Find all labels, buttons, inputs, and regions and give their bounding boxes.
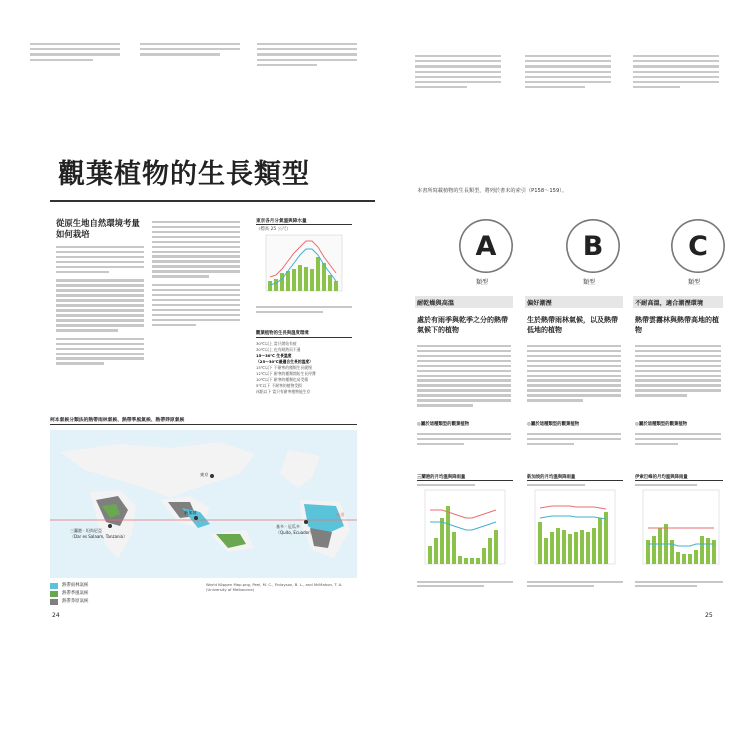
type-a-heading: 處於有雨季與乾季之分的熱帶氣候下的植物 xyxy=(417,316,508,334)
type-a-band-label: 耐乾燥與高溫 xyxy=(417,300,455,307)
type-a-plants-label: ◎屬於這種類型的觀葉植物 xyxy=(417,422,470,427)
map-label-singapore: 新加坡 xyxy=(184,510,197,515)
climate-chart-c-svg xyxy=(635,488,723,574)
type-c-band-label: 不耐高溫，適合潮溼環境 xyxy=(635,300,704,307)
climate-chart-b xyxy=(527,474,623,590)
page-number-right: 25 xyxy=(705,612,713,619)
legend-label: 熱帶莽原氣候 xyxy=(62,599,89,604)
map-credit: World Köppen Map.png, Peel, M. C., Finlayson, B. L., and McMahon, T. A. (University of Melbourne) xyxy=(206,582,343,592)
left-column-1 xyxy=(56,218,144,367)
climate-line: 30℃以上 當只開始有疲 xyxy=(256,341,297,346)
climate-line: 5℃以下 不耐寒的植物受損 xyxy=(256,383,302,388)
left-column-2 xyxy=(152,218,240,329)
tokyo-chart-svg xyxy=(256,233,352,299)
type-a-body xyxy=(417,342,511,409)
map-label-tokyo: 東京 xyxy=(200,472,209,477)
world-map xyxy=(50,430,357,578)
type-b-heading: 生於熱帶雨林氣候，以及熱帶低地的植物 xyxy=(527,316,618,334)
map-legend xyxy=(50,582,200,606)
map-label-quito: 基多 · 厄瓜多 （Quito, Ecuador） xyxy=(276,524,314,535)
type-b-band-label: 偏好潮溼 xyxy=(527,300,552,307)
left-column-heading: 從原生地自然環境考量如何栽培 xyxy=(56,218,140,239)
legend-swatch-rainforest xyxy=(50,583,58,589)
tokyo-chart-unit: （標高 25 公尺） xyxy=(256,227,291,232)
legend-swatch-monsoon xyxy=(50,591,58,597)
right-page xyxy=(375,12,728,738)
type-c-icon: C xyxy=(671,219,725,273)
type-b-icon: B xyxy=(566,219,620,273)
climate-chart-a xyxy=(417,474,513,590)
type-a-plants-list xyxy=(417,430,511,448)
climate-chart-c-header: 伊索巴峰的月均溫與降雨量 xyxy=(635,474,723,481)
type-b-label: 類型 xyxy=(583,279,596,286)
page-number-left: 24 xyxy=(52,612,60,619)
tokyo-chart xyxy=(256,218,352,316)
page-title: 觀葉植物的生長類型 xyxy=(58,159,310,190)
type-a-label: 類型 xyxy=(476,279,489,286)
climate-chart-a-header: 三蘭港的月均溫與降雨量 xyxy=(417,474,513,481)
climate-line: 30℃以上 也有耐熱而不通 xyxy=(256,347,301,352)
type-b-body xyxy=(527,342,621,404)
climate-line: （25〜30℃最適合生長的溫度） xyxy=(256,359,313,364)
type-c-label: 類型 xyxy=(688,279,701,286)
climate-line: 15〜30℃ 生長溫度 xyxy=(256,353,292,358)
map-header: 柯本氣候分類法的熱帶雨林氣候、熱帶季風氣候、熱帶莽原氣候 xyxy=(50,416,357,425)
climate-box xyxy=(256,330,352,395)
world-map-svg xyxy=(50,430,357,578)
title-rule xyxy=(50,200,375,202)
legend-swatch-savanna xyxy=(50,599,58,605)
type-b-plants-list xyxy=(527,430,621,448)
type-a-icon: A xyxy=(459,219,513,273)
climate-chart-b-svg xyxy=(527,488,623,574)
climate-box-lines xyxy=(256,341,352,395)
map-label-equator: 赤道 xyxy=(336,512,345,517)
type-b-plants-label: ◎屬於這種類型的觀葉植物 xyxy=(527,422,580,427)
climate-chart-c xyxy=(635,474,723,590)
climate-line: 12℃以下 耐寒的種類開始生長停滯 xyxy=(256,371,316,376)
legend-label: 熱帶季風氣候 xyxy=(62,591,89,596)
map-label-dar: 三蘭港 · 坦尚尼亞 （Dar es Salaam, Tanzania） xyxy=(70,528,128,539)
left-page xyxy=(22,12,375,738)
page-subtitle: 本書所寫載植物的生長類型，將列於書末的索引（P158〜159）。 xyxy=(417,188,568,194)
climate-box-header: 觀葉植物的生長與溫度環境 xyxy=(256,330,352,338)
book-spread xyxy=(22,12,728,738)
type-c-plants-label: ◎屬於這種類型的觀葉植物 xyxy=(635,422,688,427)
type-c-plants-list xyxy=(635,430,721,448)
left-page-top-text xyxy=(22,12,375,130)
climate-chart-b-header: 新加坡的月均溫與降雨量 xyxy=(527,474,623,481)
climate-line: 10℃以下 耐寒的種類也易受傷 xyxy=(256,377,309,382)
type-c-heading: 熱帶雲霧林與熱帶高地的植物 xyxy=(635,316,719,334)
climate-chart-a-svg xyxy=(417,488,513,574)
right-page-top-text xyxy=(375,12,728,130)
climate-line: 15℃以下 不耐寒的種類生長緩慢 xyxy=(256,365,312,370)
climate-line: 冰點以下 當只有耐寒植物能生存 xyxy=(256,389,311,394)
tokyo-chart-header: 東京各月分氣溫與降水量 xyxy=(256,218,352,225)
type-c-body xyxy=(635,342,721,399)
legend-label: 熱帶雨林氣候 xyxy=(62,583,89,588)
